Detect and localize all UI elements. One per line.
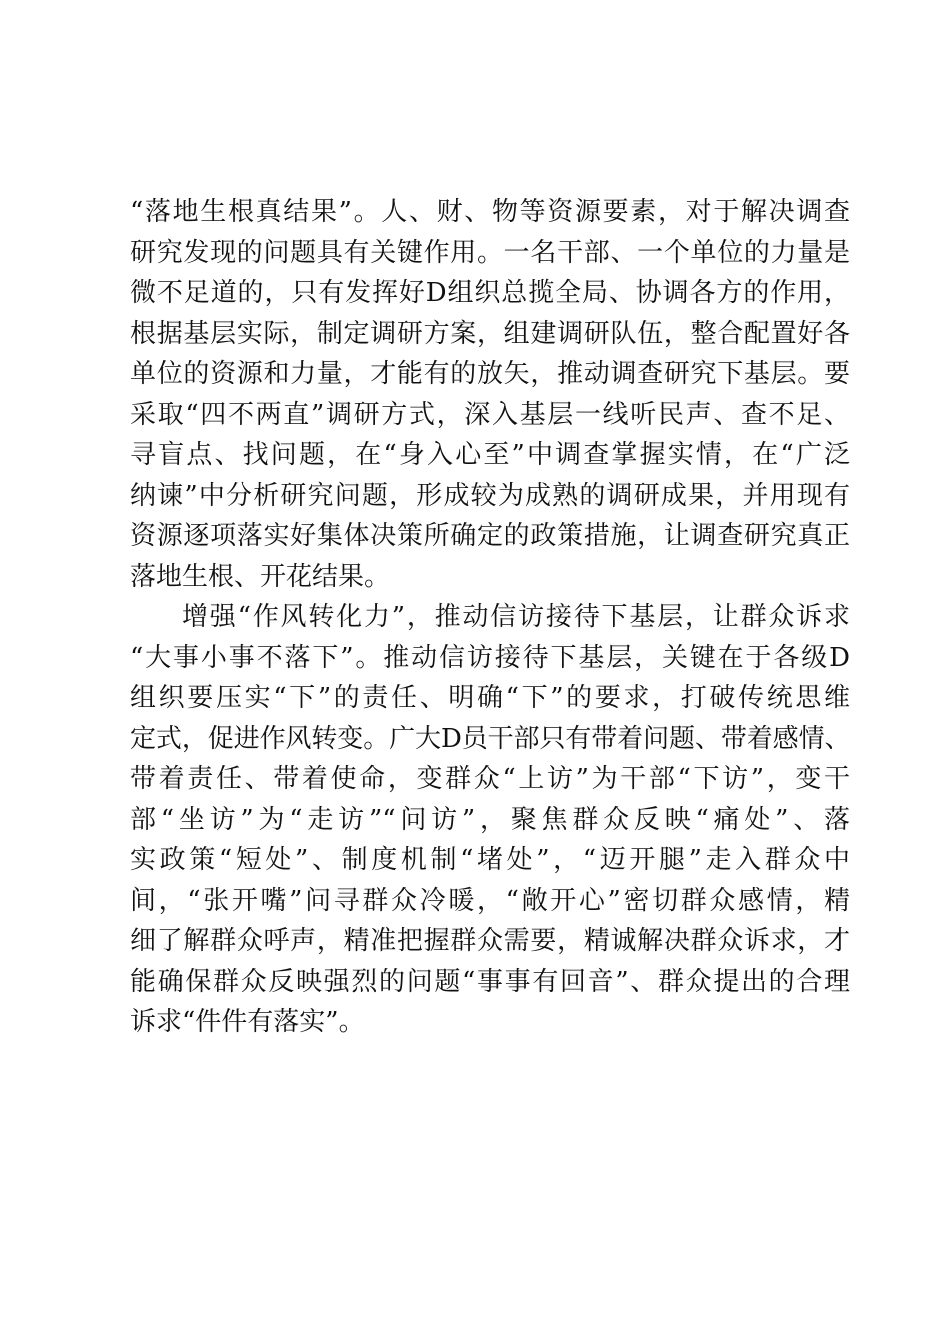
- text-line: 资源逐项落实好集体决策所确定的政策措施，让调查研究真正: [130, 521, 850, 551]
- text-line: 单位的资源和力量，才能有的放矢，推动调查研究下基层。要: [130, 359, 850, 389]
- paragraph-resources: [130, 192, 850, 597]
- text-line: 寻盲点、找问题，在“身入心至”中调查掌握实情，在“广泛: [130, 440, 850, 470]
- text-line: 落地生根、开花结果。: [130, 561, 391, 592]
- text-line: 诉求“件件有落实”。: [130, 1007, 365, 1037]
- text-line: 微不足道的，只有发挥好D组织总揽全局、协调各方的作用，: [130, 278, 850, 308]
- text-line: 定式，促进作风转变。广大D员干部只有带着问题、带着感情、: [130, 723, 850, 754]
- text-line: 实政策“短处”、制度机制“堵处”，“迈开腿”走入群众中: [130, 845, 850, 875]
- text-line: 纳谏”中分析研究问题，形成较为成熟的调研成果，并用现有: [130, 480, 850, 511]
- document-body: [130, 192, 850, 1043]
- text-line: “大事小事不落下”。推动信访接待下基层，关键在于各级D: [130, 642, 850, 673]
- text-line: 组织要压实“下”的责任、明确“下”的要求，打破传统思维: [130, 683, 850, 713]
- paragraph-petition: [130, 597, 850, 1043]
- text-line: “落地生根真结果”。人、财、物等资源要素，对于解决调查: [130, 197, 850, 227]
- text-line: 研究发现的问题具有关键作用。一名干部、一个单位的力量是: [130, 237, 850, 268]
- text-line: 能确保群众反映强烈的问题“事事有回音”、群众提出的合理: [130, 966, 850, 997]
- text-line: 细了解群众呼声，精准把握群众需要，精诚解决群众诉求，才: [130, 926, 850, 956]
- text-line: 根据基层实际，制定调研方案，组建调研队伍，整合配置好各: [130, 318, 850, 349]
- text-line: 部“坐访”为“走访”“问访”，聚焦群众反映“痛处”、落: [130, 804, 850, 835]
- text-line: 带着责任、带着使命，变群众“上访”为干部“下访”，变干: [130, 764, 850, 794]
- text-line: 采取“四不两直”调研方式，深入基层一线听民声、查不足、: [130, 399, 850, 430]
- text-line: 间，“张开嘴”问寻群众冷暖，“敞开心”密切群众感情，精: [130, 885, 850, 916]
- text-line: 增强“作风转化力”，推动信访接待下基层，让群众诉求: [182, 602, 850, 632]
